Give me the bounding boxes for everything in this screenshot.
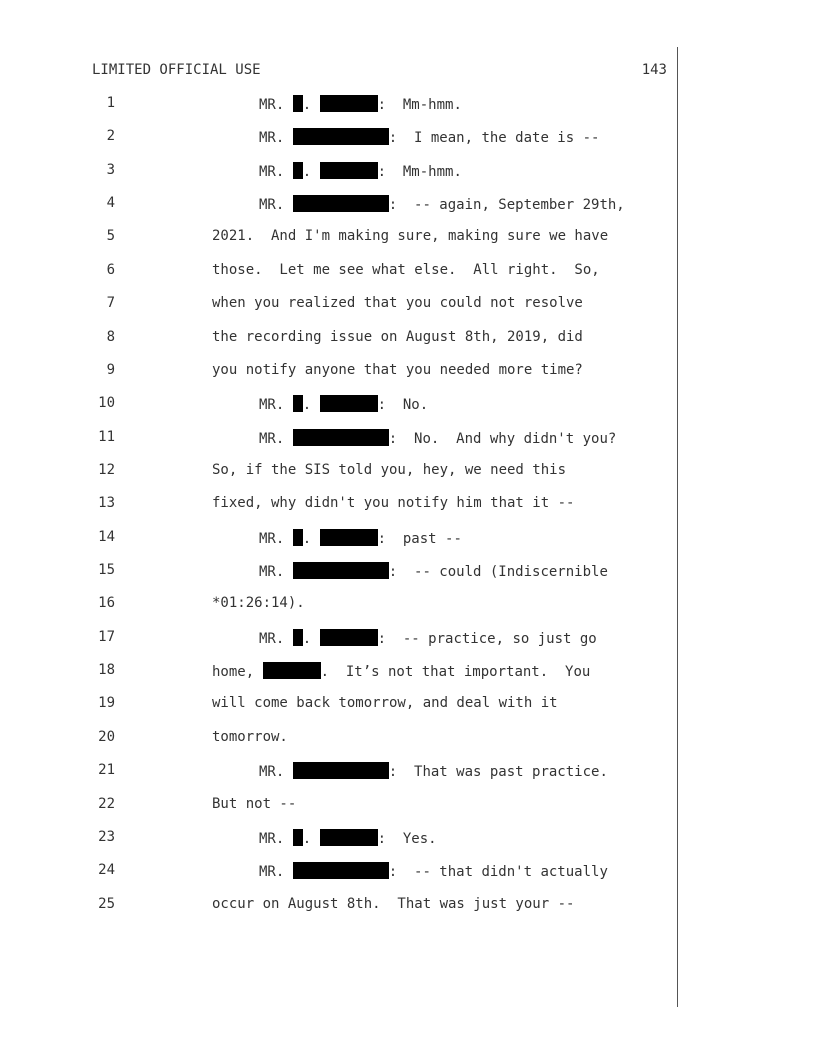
- line-text: [212, 462, 566, 478]
- line-text: [259, 395, 428, 413]
- transcript-line: [0, 562, 700, 582]
- redaction-box: [293, 95, 303, 112]
- line-text: [259, 429, 616, 447]
- speaker-dot: .: [302, 630, 320, 647]
- redaction-box: [293, 429, 389, 446]
- line-number: 8: [106, 328, 115, 345]
- utterance: I mean, the date is --: [414, 130, 600, 147]
- speaker-prefix: MR.: [259, 430, 293, 447]
- speaker-suffix: :: [377, 530, 403, 547]
- line-text: [212, 329, 583, 345]
- line-text: [259, 195, 625, 213]
- line-text: [259, 562, 608, 580]
- redaction-box: [293, 629, 303, 646]
- redaction-box: [293, 829, 303, 846]
- line-text: [212, 662, 590, 680]
- utterance: fixed, why didn't you notify him that it --: [212, 495, 575, 512]
- transcript-line: [0, 362, 700, 382]
- line-text: [212, 228, 608, 244]
- transcript-line: [0, 195, 700, 215]
- line-number: 4: [106, 195, 115, 212]
- redaction-box: [293, 862, 389, 879]
- transcript-line: [0, 228, 700, 248]
- page-number: 143: [641, 62, 667, 78]
- redaction-box: [320, 395, 378, 412]
- speaker-prefix: MR.: [259, 163, 293, 180]
- utterance: occur on August 8th. That was just your --: [212, 895, 575, 912]
- redaction-box: [293, 762, 389, 779]
- utterance: Mm-hmm.: [402, 97, 462, 113]
- speaker-suffix: :: [388, 764, 415, 781]
- transcript-line: [0, 829, 700, 849]
- line-text: [259, 762, 608, 780]
- line-text: [212, 495, 574, 511]
- line-number: 15: [98, 562, 115, 579]
- line-text: [212, 362, 583, 378]
- speaker-prefix: MR.: [259, 197, 293, 214]
- speaker-prefix: MR.: [259, 564, 293, 581]
- speaker-prefix: MR.: [259, 130, 293, 147]
- transcript-line: [0, 462, 700, 482]
- utterance: the recording issue on August 8th, 2019, did: [212, 328, 583, 345]
- transcript-line: [0, 629, 700, 649]
- utterance: But not --: [212, 795, 297, 812]
- utterance: -- again, September 29th,: [414, 197, 625, 214]
- line-number: 11: [98, 428, 115, 445]
- redaction-box: [320, 162, 378, 179]
- line-text: [212, 295, 583, 311]
- transcript-line: [0, 495, 700, 515]
- transcript-line: [0, 796, 700, 816]
- line-number: 2: [106, 128, 115, 145]
- line-number: 24: [98, 862, 115, 879]
- transcript-line: [0, 896, 700, 916]
- transcript-line: [0, 595, 700, 615]
- line-number: 22: [98, 795, 115, 812]
- line-number: 18: [98, 662, 115, 679]
- line-number: 12: [98, 461, 115, 478]
- line-number: 17: [98, 628, 115, 645]
- speaker-suffix: :: [377, 97, 403, 113]
- redaction-box: [320, 829, 378, 846]
- speaker-prefix: MR.: [259, 530, 293, 547]
- transcript-line: [0, 762, 700, 782]
- transcript-line: [0, 695, 700, 715]
- utterance: when you realized that you could not resolve: [212, 295, 583, 312]
- utterance: No. And why didn't you?: [414, 430, 617, 447]
- utterance: tomorrow.: [212, 728, 288, 745]
- classification-header: LIMITED OFFICIAL USE: [92, 62, 261, 78]
- transcript-line: [0, 162, 700, 182]
- speaker-suffix: :: [388, 197, 415, 214]
- line-number: 6: [106, 261, 115, 278]
- speaker-suffix: :: [377, 163, 403, 180]
- line-text: [259, 529, 462, 547]
- redaction-box: [320, 529, 378, 546]
- line-number: 13: [98, 495, 115, 512]
- redaction-box: [293, 195, 389, 212]
- line-number: 14: [98, 528, 115, 545]
- line-text: [212, 595, 305, 611]
- line-number: 3: [106, 161, 115, 178]
- speaker-suffix: :: [377, 630, 403, 647]
- transcript-line: [0, 128, 700, 148]
- utterance: That was past practice.: [414, 764, 608, 781]
- line-text: [212, 695, 558, 711]
- speaker-suffix: :: [377, 397, 403, 414]
- redaction-box: [320, 629, 378, 646]
- speaker-dot: .: [302, 163, 320, 180]
- redaction-box: [293, 395, 303, 412]
- utterance: you notify anyone that you needed more time?: [212, 361, 583, 378]
- line-number: 21: [98, 762, 115, 779]
- speaker-dot: .: [302, 530, 320, 547]
- utterance: Yes.: [402, 830, 437, 847]
- redaction-box: [293, 162, 303, 179]
- speaker-suffix: :: [388, 130, 415, 147]
- utterance: -- that didn't actually: [414, 864, 608, 881]
- speaker-prefix: MR.: [259, 864, 293, 881]
- transcript-line: [0, 95, 700, 115]
- transcript-line: [0, 662, 700, 682]
- speaker-prefix: MR.: [259, 764, 293, 781]
- line-text: [212, 262, 600, 278]
- utterance: those. Let me see what else. All right. So,: [212, 261, 600, 278]
- line-text: [212, 896, 574, 912]
- transcript-line: [0, 529, 700, 549]
- line-text: [259, 629, 597, 647]
- redaction-box: [263, 662, 321, 679]
- utterance-part: . It’s not that important. You: [320, 664, 591, 681]
- redaction-box: [293, 529, 303, 546]
- redaction-box: [293, 128, 389, 145]
- line-text: [259, 162, 462, 180]
- line-text: [259, 95, 462, 113]
- transcript-line: [0, 862, 700, 882]
- speaker-prefix: MR.: [259, 830, 293, 847]
- redaction-box: [293, 562, 389, 579]
- speaker-dot: .: [302, 397, 320, 414]
- line-text: [259, 829, 437, 847]
- speaker-prefix: MR.: [259, 630, 293, 647]
- utterance: No.: [402, 397, 429, 414]
- utterance: So, if the SIS told you, hey, we need this: [212, 461, 567, 478]
- line-number: 19: [98, 695, 115, 712]
- line-number: 23: [98, 828, 115, 845]
- utterance: -- practice, so just go: [402, 630, 597, 647]
- utterance: 2021. And I'm making sure, making sure we have: [212, 228, 609, 245]
- line-number: 5: [106, 228, 115, 245]
- speaker-prefix: MR.: [259, 397, 293, 414]
- line-number: 1: [106, 95, 115, 111]
- speaker-dot: .: [302, 830, 320, 847]
- utterance: will come back tomorrow, and deal with it: [212, 695, 558, 712]
- utterance: *01:26:14).: [212, 595, 305, 612]
- line-number: 16: [98, 595, 115, 612]
- utterance: -- could (Indiscernible: [414, 564, 608, 581]
- speaker-suffix: :: [388, 430, 415, 447]
- transcript-line: [0, 395, 700, 415]
- speaker-prefix: MR.: [259, 97, 293, 113]
- utterance: past --: [402, 530, 462, 547]
- line-text: [259, 128, 599, 146]
- line-text: [212, 796, 296, 812]
- transcript-line: [0, 295, 700, 315]
- speaker-suffix: :: [388, 864, 415, 881]
- utterance-part: home,: [212, 664, 263, 681]
- speaker-dot: .: [302, 97, 320, 113]
- speaker-suffix: :: [377, 830, 403, 847]
- line-number: 25: [98, 895, 115, 912]
- utterance: Mm-hmm.: [402, 163, 462, 180]
- transcript-line: [0, 329, 700, 349]
- transcript-line: [0, 262, 700, 282]
- redaction-box: [320, 95, 378, 112]
- transcript-line: [0, 729, 700, 749]
- line-number: 20: [98, 728, 115, 745]
- line-text: [212, 729, 288, 745]
- speaker-suffix: :: [388, 564, 415, 581]
- line-number: 9: [106, 361, 115, 378]
- transcript-line: [0, 429, 700, 449]
- line-number: 7: [106, 295, 115, 312]
- line-number: 10: [98, 395, 115, 412]
- line-text: [259, 862, 608, 880]
